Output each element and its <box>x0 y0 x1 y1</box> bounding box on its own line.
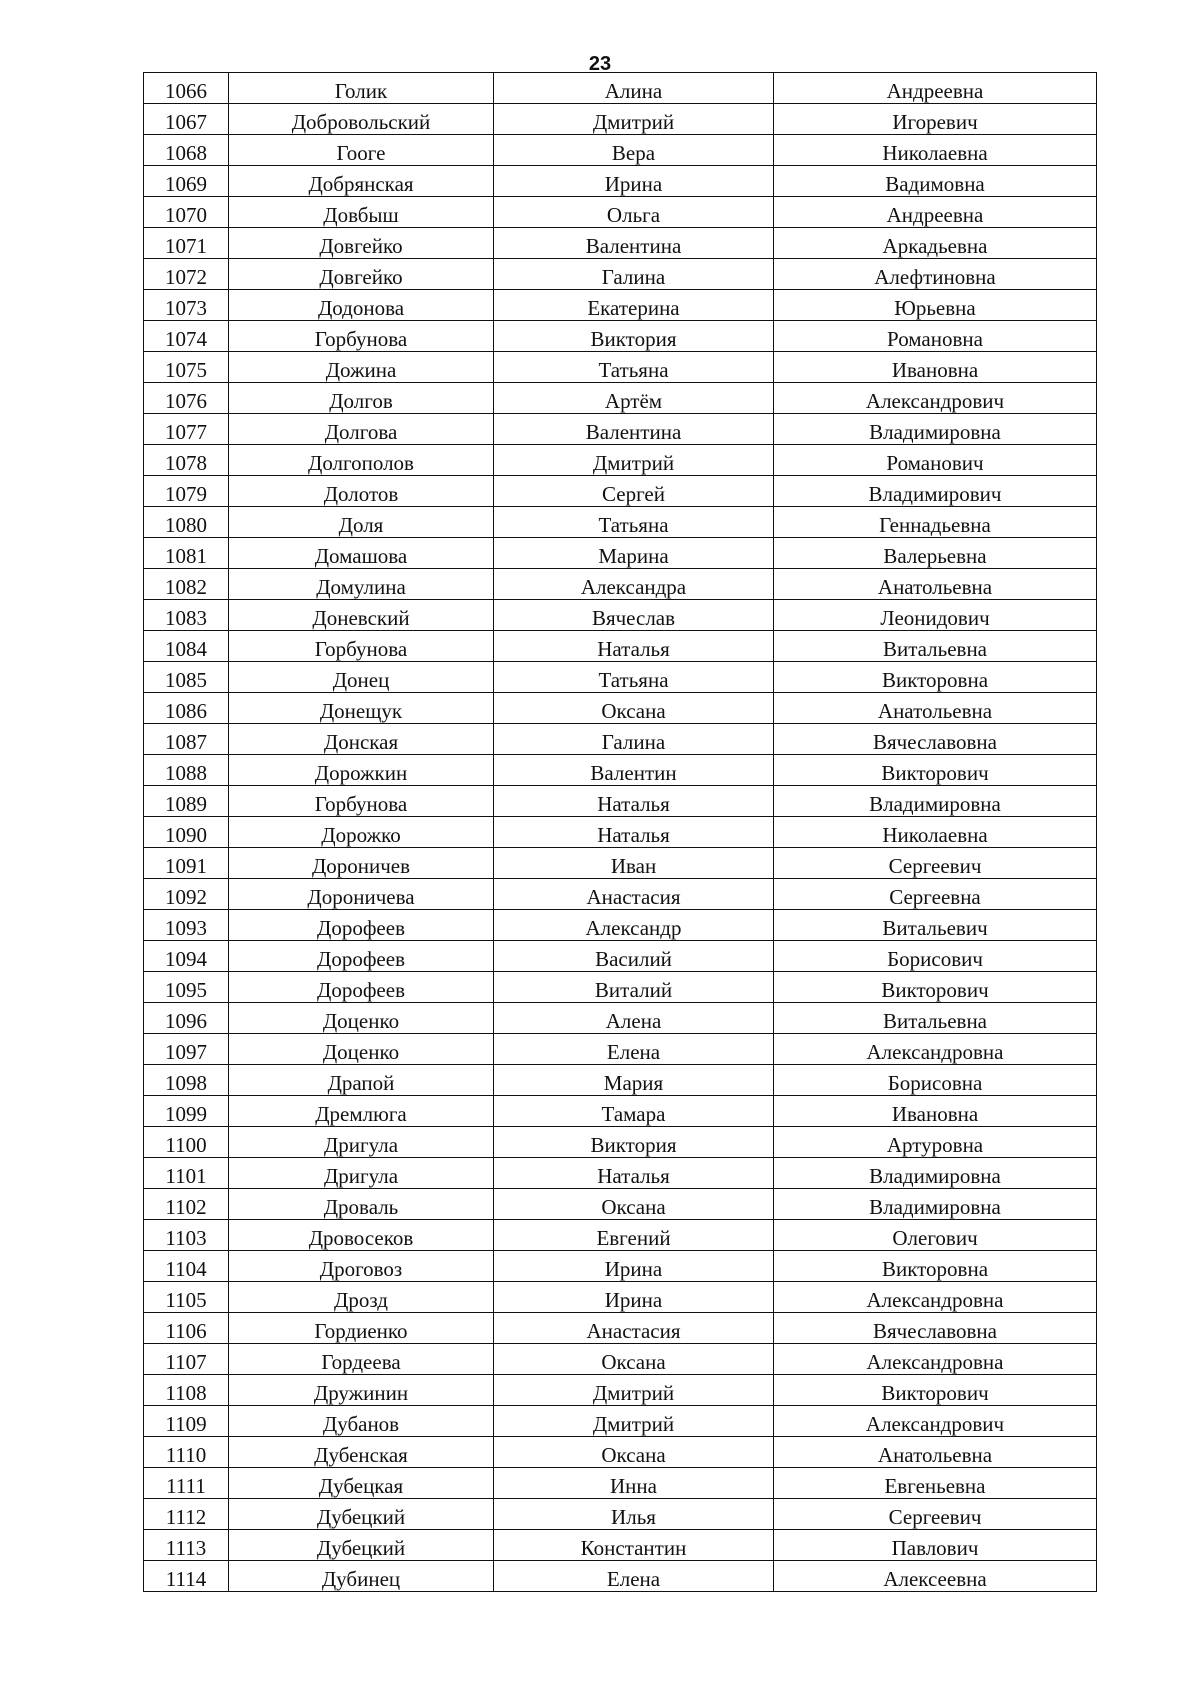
last-name-cell: Дорожко <box>229 817 494 848</box>
row-number-cell: 1076 <box>144 383 229 414</box>
row-number-cell: 1093 <box>144 910 229 941</box>
first-name-cell: Вячеслав <box>494 600 774 631</box>
first-name-cell: Ольга <box>494 197 774 228</box>
first-name-cell: Екатерина <box>494 290 774 321</box>
table-row <box>144 352 1097 383</box>
first-name-cell: Наталья <box>494 1158 774 1189</box>
first-name-cell: Инна <box>494 1468 774 1499</box>
first-name-cell: Ирина <box>494 1251 774 1282</box>
patronymic-cell: Анатольевна <box>774 693 1097 724</box>
last-name-cell: Дорофеев <box>229 941 494 972</box>
first-name-cell: Алина <box>494 73 774 104</box>
table-row <box>144 848 1097 879</box>
last-name-cell: Горбунова <box>229 786 494 817</box>
row-number-cell: 1109 <box>144 1406 229 1437</box>
table-row <box>144 414 1097 445</box>
row-number-cell: 1111 <box>144 1468 229 1499</box>
row-number-cell: 1085 <box>144 662 229 693</box>
patronymic-cell: Владимирович <box>774 476 1097 507</box>
patronymic-cell: Андреевна <box>774 197 1097 228</box>
table-row <box>144 693 1097 724</box>
first-name-cell: Анастасия <box>494 879 774 910</box>
last-name-cell: Дригула <box>229 1158 494 1189</box>
last-name-cell: Дроговоз <box>229 1251 494 1282</box>
first-name-cell: Наталья <box>494 786 774 817</box>
row-number-cell: 1095 <box>144 972 229 1003</box>
row-number-cell: 1073 <box>144 290 229 321</box>
last-name-cell: Додонова <box>229 290 494 321</box>
last-name-cell: Доневский <box>229 600 494 631</box>
table-row <box>144 972 1097 1003</box>
table-row <box>144 1437 1097 1468</box>
row-number-cell: 1077 <box>144 414 229 445</box>
row-number-cell: 1078 <box>144 445 229 476</box>
last-name-cell: Дороничева <box>229 879 494 910</box>
patronymic-cell: Александровна <box>774 1282 1097 1313</box>
row-number-cell: 1092 <box>144 879 229 910</box>
table-row <box>144 166 1097 197</box>
patronymic-cell: Евгеньевна <box>774 1468 1097 1499</box>
table-row <box>144 538 1097 569</box>
row-number-cell: 1100 <box>144 1127 229 1158</box>
patronymic-cell: Витальевна <box>774 1003 1097 1034</box>
first-name-cell: Виталий <box>494 972 774 1003</box>
last-name-cell: Долгова <box>229 414 494 445</box>
row-number-cell: 1080 <box>144 507 229 538</box>
patronymic-cell: Витальевна <box>774 631 1097 662</box>
last-name-cell: Дубецкий <box>229 1499 494 1530</box>
last-name-cell: Дроваль <box>229 1189 494 1220</box>
row-number-cell: 1112 <box>144 1499 229 1530</box>
first-name-cell: Виктория <box>494 1127 774 1158</box>
last-name-cell: Дубинец <box>229 1561 494 1592</box>
table-row <box>144 1220 1097 1251</box>
first-name-cell: Иван <box>494 848 774 879</box>
last-name-cell: Довгейко <box>229 228 494 259</box>
first-name-cell: Виктория <box>494 321 774 352</box>
patronymic-cell: Игоревич <box>774 104 1097 135</box>
patronymic-cell: Сергеевич <box>774 1499 1097 1530</box>
row-number-cell: 1097 <box>144 1034 229 1065</box>
row-number-cell: 1088 <box>144 755 229 786</box>
row-number-cell: 1096 <box>144 1003 229 1034</box>
first-name-cell: Евгений <box>494 1220 774 1251</box>
first-name-cell: Наталья <box>494 817 774 848</box>
patronymic-cell: Борисович <box>774 941 1097 972</box>
row-number-cell: 1086 <box>144 693 229 724</box>
table-row <box>144 1499 1097 1530</box>
first-name-cell: Валентин <box>494 755 774 786</box>
last-name-cell: Гордиенко <box>229 1313 494 1344</box>
table-row <box>144 228 1097 259</box>
last-name-cell: Донец <box>229 662 494 693</box>
table-row <box>144 1468 1097 1499</box>
row-number-cell: 1081 <box>144 538 229 569</box>
last-name-cell: Доценко <box>229 1034 494 1065</box>
table-row <box>144 724 1097 755</box>
last-name-cell: Донская <box>229 724 494 755</box>
roster-table <box>143 72 1097 1592</box>
patronymic-cell: Геннадьевна <box>774 507 1097 538</box>
table-row <box>144 1530 1097 1561</box>
last-name-cell: Дружинин <box>229 1375 494 1406</box>
first-name-cell: Артём <box>494 383 774 414</box>
patronymic-cell: Александровна <box>774 1344 1097 1375</box>
row-number-cell: 1098 <box>144 1065 229 1096</box>
patronymic-cell: Вячеславовна <box>774 724 1097 755</box>
row-number-cell: 1083 <box>144 600 229 631</box>
table-row <box>144 1406 1097 1437</box>
table-row <box>144 786 1097 817</box>
last-name-cell: Дубецкий <box>229 1530 494 1561</box>
last-name-cell: Долгополов <box>229 445 494 476</box>
first-name-cell: Татьяна <box>494 507 774 538</box>
row-number-cell: 1106 <box>144 1313 229 1344</box>
table-row <box>144 1034 1097 1065</box>
last-name-cell: Домашова <box>229 538 494 569</box>
patronymic-cell: Владимировна <box>774 1158 1097 1189</box>
patronymic-cell: Александрович <box>774 1406 1097 1437</box>
first-name-cell: Оксана <box>494 1189 774 1220</box>
table-row <box>144 1127 1097 1158</box>
row-number-cell: 1104 <box>144 1251 229 1282</box>
table-row <box>144 290 1097 321</box>
last-name-cell: Дубецкая <box>229 1468 494 1499</box>
first-name-cell: Дмитрий <box>494 1406 774 1437</box>
patronymic-cell: Вячеславовна <box>774 1313 1097 1344</box>
row-number-cell: 1107 <box>144 1344 229 1375</box>
table-row <box>144 383 1097 414</box>
patronymic-cell: Викторовна <box>774 1251 1097 1282</box>
table-row <box>144 321 1097 352</box>
last-name-cell: Дровосеков <box>229 1220 494 1251</box>
patronymic-cell: Алексеевна <box>774 1561 1097 1592</box>
last-name-cell: Домулина <box>229 569 494 600</box>
patronymic-cell: Владимировна <box>774 414 1097 445</box>
first-name-cell: Оксана <box>494 693 774 724</box>
first-name-cell: Дмитрий <box>494 445 774 476</box>
patronymic-cell: Сергеевна <box>774 879 1097 910</box>
patronymic-cell: Анатольевна <box>774 569 1097 600</box>
roster-table-body <box>144 73 1097 1592</box>
table-row <box>144 1561 1097 1592</box>
last-name-cell: Дрозд <box>229 1282 494 1313</box>
first-name-cell: Дмитрий <box>494 104 774 135</box>
table-row <box>144 1096 1097 1127</box>
patronymic-cell: Леонидович <box>774 600 1097 631</box>
last-name-cell: Голик <box>229 73 494 104</box>
table-row <box>144 259 1097 290</box>
patronymic-cell: Николаевна <box>774 817 1097 848</box>
first-name-cell: Татьяна <box>494 662 774 693</box>
patronymic-cell: Владимировна <box>774 1189 1097 1220</box>
first-name-cell: Татьяна <box>494 352 774 383</box>
first-name-cell: Елена <box>494 1034 774 1065</box>
table-row <box>144 600 1097 631</box>
patronymic-cell: Николаевна <box>774 135 1097 166</box>
first-name-cell: Анастасия <box>494 1313 774 1344</box>
patronymic-cell: Александрович <box>774 383 1097 414</box>
patronymic-cell: Павлович <box>774 1530 1097 1561</box>
row-number-cell: 1094 <box>144 941 229 972</box>
patronymic-cell: Романович <box>774 445 1097 476</box>
table-row <box>144 1003 1097 1034</box>
row-number-cell: 1084 <box>144 631 229 662</box>
first-name-cell: Василий <box>494 941 774 972</box>
row-number-cell: 1079 <box>144 476 229 507</box>
row-number-cell: 1110 <box>144 1437 229 1468</box>
last-name-cell: Доля <box>229 507 494 538</box>
patronymic-cell: Юрьевна <box>774 290 1097 321</box>
last-name-cell: Долгов <box>229 383 494 414</box>
last-name-cell: Добрянская <box>229 166 494 197</box>
row-number-cell: 1099 <box>144 1096 229 1127</box>
first-name-cell: Александра <box>494 569 774 600</box>
patronymic-cell: Аркадьевна <box>774 228 1097 259</box>
first-name-cell: Марина <box>494 538 774 569</box>
last-name-cell: Драпой <box>229 1065 494 1096</box>
table-row <box>144 104 1097 135</box>
table-row <box>144 879 1097 910</box>
table-row <box>144 941 1097 972</box>
row-number-cell: 1090 <box>144 817 229 848</box>
first-name-cell: Валентина <box>494 414 774 445</box>
first-name-cell: Ирина <box>494 1282 774 1313</box>
row-number-cell: 1074 <box>144 321 229 352</box>
table-row <box>144 631 1097 662</box>
last-name-cell: Доценко <box>229 1003 494 1034</box>
first-name-cell: Илья <box>494 1499 774 1530</box>
table-row <box>144 445 1097 476</box>
last-name-cell: Донещук <box>229 693 494 724</box>
row-number-cell: 1082 <box>144 569 229 600</box>
last-name-cell: Гордеева <box>229 1344 494 1375</box>
table-row <box>144 1065 1097 1096</box>
last-name-cell: Дороничев <box>229 848 494 879</box>
row-number-cell: 1089 <box>144 786 229 817</box>
last-name-cell: Горбунова <box>229 631 494 662</box>
patronymic-cell: Викторович <box>774 972 1097 1003</box>
first-name-cell: Дмитрий <box>494 1375 774 1406</box>
last-name-cell: Дожина <box>229 352 494 383</box>
patronymic-cell: Олегович <box>774 1220 1097 1251</box>
patronymic-cell: Валерьевна <box>774 538 1097 569</box>
first-name-cell: Наталья <box>494 631 774 662</box>
last-name-cell: Горбунова <box>229 321 494 352</box>
patronymic-cell: Вадимовна <box>774 166 1097 197</box>
last-name-cell: Довгейко <box>229 259 494 290</box>
row-number-cell: 1067 <box>144 104 229 135</box>
row-number-cell: 1069 <box>144 166 229 197</box>
row-number-cell: 1087 <box>144 724 229 755</box>
first-name-cell: Валентина <box>494 228 774 259</box>
last-name-cell: Дорофеев <box>229 972 494 1003</box>
table-row <box>144 135 1097 166</box>
first-name-cell: Вера <box>494 135 774 166</box>
table-row <box>144 476 1097 507</box>
first-name-cell: Александр <box>494 910 774 941</box>
row-number-cell: 1068 <box>144 135 229 166</box>
first-name-cell: Оксана <box>494 1437 774 1468</box>
patronymic-cell: Анатольевна <box>774 1437 1097 1468</box>
row-number-cell: 1114 <box>144 1561 229 1592</box>
row-number-cell: 1066 <box>144 73 229 104</box>
table-row <box>144 1313 1097 1344</box>
patronymic-cell: Викторович <box>774 1375 1097 1406</box>
patronymic-cell: Владимировна <box>774 786 1097 817</box>
last-name-cell: Дубанов <box>229 1406 494 1437</box>
first-name-cell: Тамара <box>494 1096 774 1127</box>
patronymic-cell: Борисовна <box>774 1065 1097 1096</box>
row-number-cell: 1072 <box>144 259 229 290</box>
last-name-cell: Дригула <box>229 1127 494 1158</box>
row-number-cell: 1108 <box>144 1375 229 1406</box>
last-name-cell: Дубенская <box>229 1437 494 1468</box>
patronymic-cell: Андреевна <box>774 73 1097 104</box>
table-row <box>144 1251 1097 1282</box>
row-number-cell: 1113 <box>144 1530 229 1561</box>
patronymic-cell: Артуровна <box>774 1127 1097 1158</box>
first-name-cell: Галина <box>494 724 774 755</box>
row-number-cell: 1075 <box>144 352 229 383</box>
first-name-cell: Мария <box>494 1065 774 1096</box>
row-number-cell: 1091 <box>144 848 229 879</box>
row-number-cell: 1105 <box>144 1282 229 1313</box>
table-row <box>144 1375 1097 1406</box>
first-name-cell: Елена <box>494 1561 774 1592</box>
first-name-cell: Сергей <box>494 476 774 507</box>
patronymic-cell: Ивановна <box>774 352 1097 383</box>
table-row <box>144 1189 1097 1220</box>
last-name-cell: Долотов <box>229 476 494 507</box>
row-number-cell: 1071 <box>144 228 229 259</box>
table-row <box>144 1282 1097 1313</box>
first-name-cell: Константин <box>494 1530 774 1561</box>
patronymic-cell: Викторович <box>774 755 1097 786</box>
row-number-cell: 1102 <box>144 1189 229 1220</box>
row-number-cell: 1103 <box>144 1220 229 1251</box>
last-name-cell: Дорожкин <box>229 755 494 786</box>
table-row <box>144 817 1097 848</box>
patronymic-cell: Витальевич <box>774 910 1097 941</box>
first-name-cell: Ирина <box>494 166 774 197</box>
last-name-cell: Дорофеев <box>229 910 494 941</box>
last-name-cell: Гооге <box>229 135 494 166</box>
table-row <box>144 197 1097 228</box>
first-name-cell: Галина <box>494 259 774 290</box>
patronymic-cell: Ивановна <box>774 1096 1097 1127</box>
table-row <box>144 507 1097 538</box>
row-number-cell: 1101 <box>144 1158 229 1189</box>
table-row <box>144 569 1097 600</box>
table-row <box>144 910 1097 941</box>
table-row <box>144 73 1097 104</box>
last-name-cell: Дремлюга <box>229 1096 494 1127</box>
patronymic-cell: Сергеевич <box>774 848 1097 879</box>
patronymic-cell: Романовна <box>774 321 1097 352</box>
page-number: 23 <box>588 53 612 75</box>
table-row <box>144 662 1097 693</box>
last-name-cell: Довбыш <box>229 197 494 228</box>
table-row <box>144 755 1097 786</box>
patronymic-cell: Викторовна <box>774 662 1097 693</box>
table-row <box>144 1344 1097 1375</box>
row-number-cell: 1070 <box>144 197 229 228</box>
first-name-cell: Алена <box>494 1003 774 1034</box>
table-row <box>144 1158 1097 1189</box>
patronymic-cell: Александровна <box>774 1034 1097 1065</box>
last-name-cell: Добровольский <box>229 104 494 135</box>
patronymic-cell: Алефтиновна <box>774 259 1097 290</box>
first-name-cell: Оксана <box>494 1344 774 1375</box>
